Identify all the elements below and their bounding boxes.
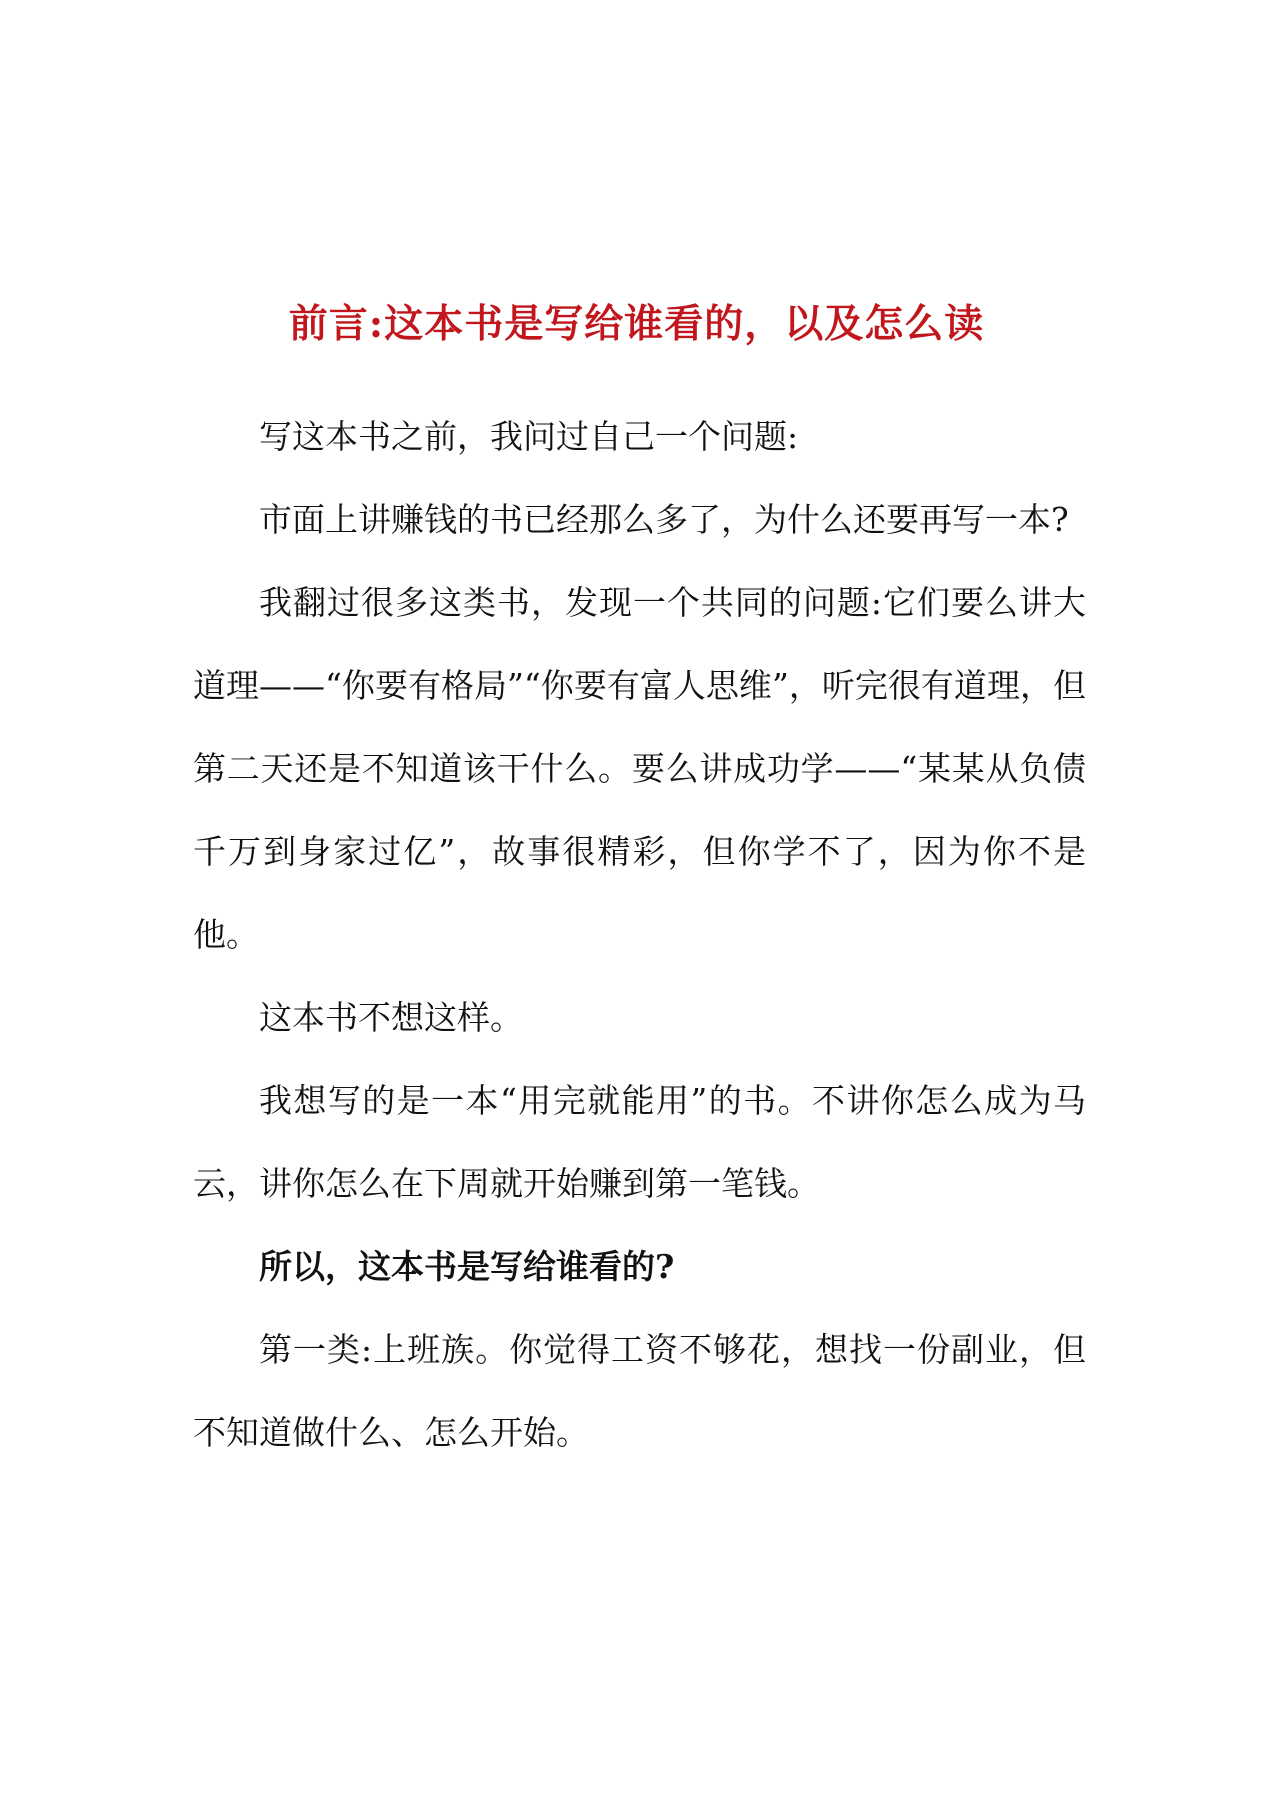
paragraph-common-problem: 我翻过很多这类书，发现一个共同的问题:它们要么讲大道理——“你要有格局”“你要有富人思维”，听完很有道理，但第二天还是不知道该干什么。要么讲成功学——“某某从负债千万到身家过亿”，故事很精彩，但你学不了，因为你不是他。 [193, 583, 1086, 954]
paragraph-not-like-this: 这本书不想这样。 [259, 998, 523, 1037]
document-body [193, 395, 1086, 1474]
chapter-title: 前言:这本书是写给谁看的，以及怎么读 [288, 301, 985, 347]
section-heading-audience: 所以，这本书是写给谁看的? [259, 1247, 675, 1286]
paragraph-why-write: 市面上讲赚钱的书已经那么多了，为什么还要再写一本? [259, 500, 1069, 539]
paragraph-office-workers: 第一类:上班族。你觉得工资不够花，想找一份副业，但不知道做什么、怎么开始。 [193, 1330, 1086, 1452]
paragraph-intro-question: 写这本书之前，我问过自己一个问题: [259, 417, 799, 456]
paragraph-practical-book: 我想写的是一本“用完就能用”的书。不讲你怎么成为马云，讲你怎么在下周就开始赚到第一笔钱。 [193, 1081, 1086, 1203]
